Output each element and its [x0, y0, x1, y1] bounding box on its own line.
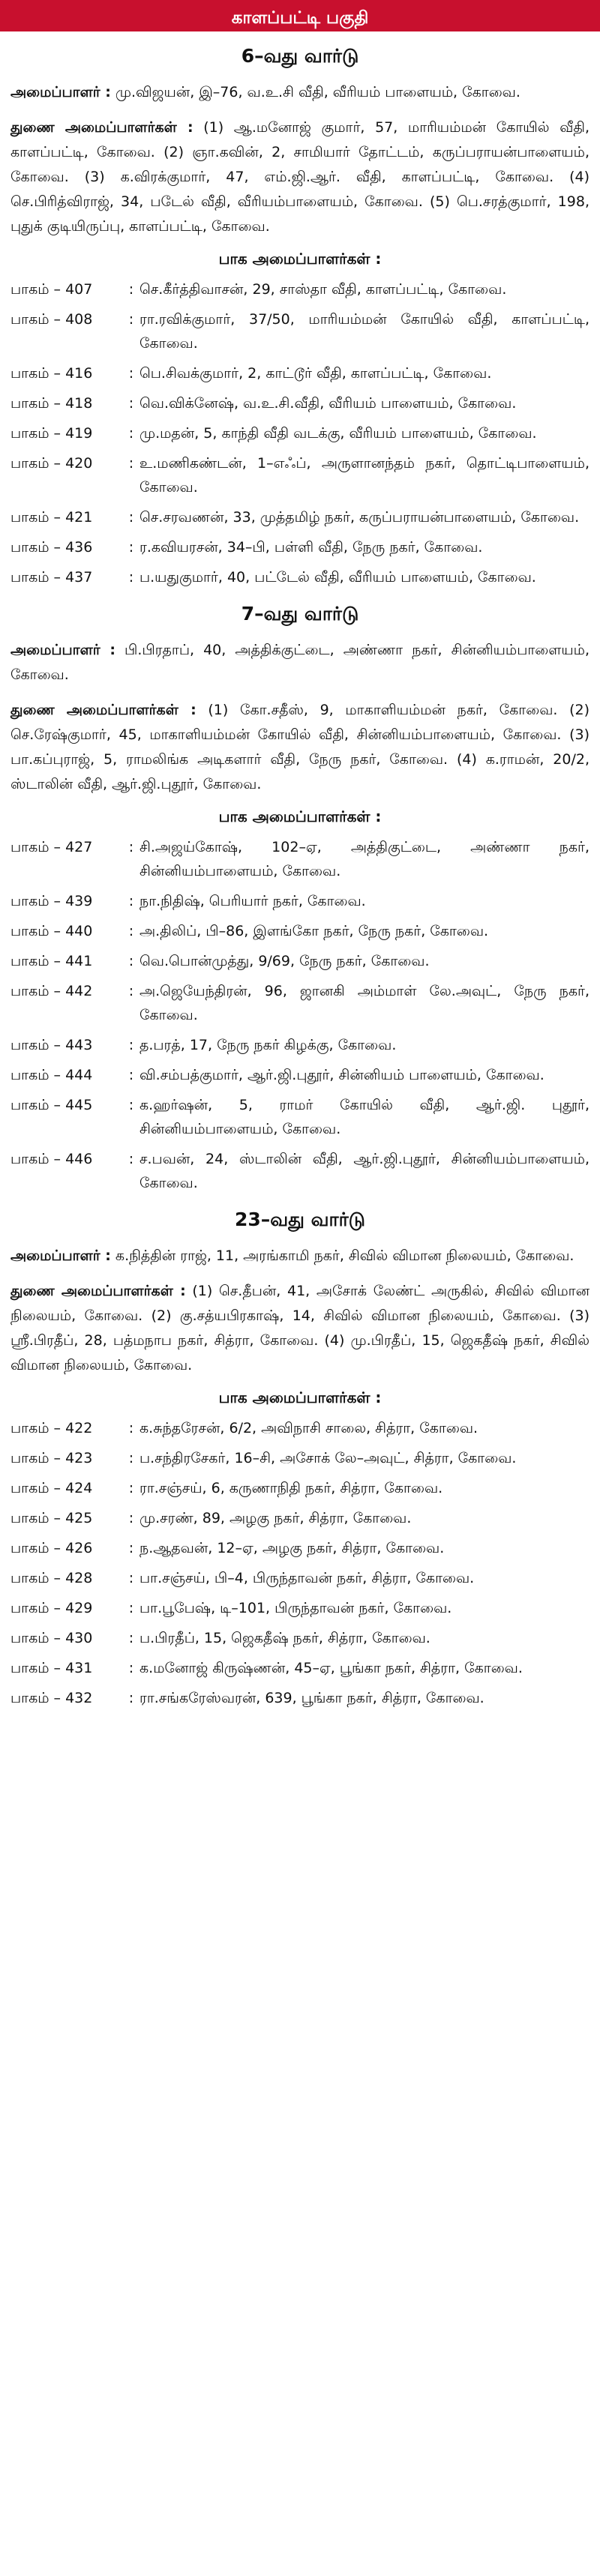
ward-heading: 7–வது வார்டு: [241, 603, 359, 625]
booth-number: பாகம் – 426: [10, 1540, 93, 1556]
booth-number: பாகம் – 420: [10, 455, 93, 472]
booth-number: பாகம் – 407: [10, 281, 93, 298]
organizer-paragraph: [10, 80, 590, 105]
booth-number: பாகம் – 446: [10, 1151, 93, 1167]
booth-number: பாகம் – 437: [10, 569, 93, 586]
booth-colon: :: [128, 1450, 134, 1466]
booth-row: [10, 505, 590, 529]
booth-entry: ப.சந்திரசேகர், 16–சி, அசோக் லே–அவுட், சித்ரா, கோவை.: [140, 1450, 517, 1466]
booth-colon: :: [128, 983, 134, 999]
deputy-label: துணை அமைப்பாளர்கள் :: [10, 702, 196, 718]
booth-number: பாகம் – 441: [10, 953, 93, 969]
ward-heading: 6–வது வார்டு: [241, 45, 359, 67]
booth-row: [10, 277, 590, 301]
booth-colon: :: [128, 1480, 134, 1496]
booth-entry: அ.திலிப், பி–86, இளங்கோ நகர், நேரு நகர், கோவை.: [140, 923, 489, 939]
booth-row: [10, 1566, 590, 1590]
deputy-text: (1) செ.தீபன், 41, அசோக் லேண்ட் அருகில், சிவில் விமான நிலையம், கோவை. (2) கு.சத்யபிரகாஷ், 14, சிவில் விமான நிலையம், கோவை. (3) ஸ்ரீ.பிரதீப், 28, பத்மநாப நகர், சித்ரா, கோவை. (4) மு.பிரதீப், 15, ஜெகதீஷ் நகர், சிவில் விமான நிலையம், கோவை.: [10, 1283, 590, 1373]
organizer-label: அமைப்பாளர் :: [10, 84, 111, 100]
booth-row: [10, 565, 590, 589]
booth-entry: நா.நிதிஷ், பெரியார் நகர், கோவை.: [140, 893, 366, 909]
booth-entry: ரா.ரவிக்குமார், 37/50, மாரியம்மன் கோயில் வீதி, காளப்பட்டி, கோவை.: [140, 311, 590, 352]
booth-entry: சி.அஜய்கோஷ், 102–ஏ, அத்திகுட்டை, அண்ணா நகர், சின்னியம்பாளையம், கோவை.: [140, 839, 590, 879]
booth-number: பாகம் – 418: [10, 395, 93, 412]
deputy-paragraph: [10, 698, 590, 797]
booth-row: [10, 1626, 590, 1650]
organizer-label: அமைப்பாளர் :: [10, 1248, 111, 1264]
organizer-text: க.நித்தின் ராஜ், 11, அரங்காமி நகர், சிவில் விமான நிலையம், கோவை.: [115, 1248, 574, 1264]
booth-row: [10, 1656, 590, 1680]
booth-row: [10, 889, 590, 913]
booth-colon: :: [128, 1151, 134, 1167]
booth-row: [10, 307, 590, 355]
booth-number: பாகம் – 445: [10, 1097, 93, 1113]
booth-entry: ப.யதுகுமார், 40, பட்டேல் வீதி, வீரியம் பாளையம், கோவை.: [140, 569, 536, 586]
booth-organizers-heading: பாக அமைப்பாளர்கள் :: [218, 1388, 382, 1406]
booth-organizers-heading: பாக அமைப்பாளர்கள் :: [218, 807, 382, 825]
booth-number: பாகம் – 408: [10, 311, 93, 328]
booth-row: [10, 421, 590, 445]
booth-row: [10, 361, 590, 385]
booth-entry: க.ஹர்ஷன், 5, ராமர் கோயில் வீதி, ஆர்.ஜி. புதூர், சின்னியம்பாளையம், கோவை.: [140, 1097, 590, 1137]
ward-section: [10, 1209, 590, 1710]
booth-colon: :: [128, 1510, 134, 1526]
section-header: [0, 4, 600, 31]
booth-row: [10, 1506, 590, 1530]
booth-colon: :: [128, 1037, 134, 1053]
booth-number: பாகம் – 427: [10, 839, 93, 855]
booth-entry: ர.கவியரசன், 34–பி, பள்ளி வீதி, நேரு நகர், கோவை.: [140, 539, 483, 556]
booth-row: [10, 1093, 590, 1141]
booth-colon: :: [128, 1570, 134, 1586]
booth-row: [10, 1596, 590, 1620]
booth-colon: :: [128, 1067, 134, 1083]
booth-row: [10, 535, 590, 559]
booth-number: பாகம் – 440: [10, 923, 93, 939]
booth-colon: :: [128, 1690, 134, 1706]
booth-row: [10, 919, 590, 943]
booth-row: [10, 949, 590, 973]
deputy-paragraph: [10, 1279, 590, 1378]
booth-entry: ரா.சஞ்சய், 6, கருணாநிதி நகர், சித்ரா, கோவை.: [140, 1480, 443, 1496]
booth-entry: ந.ஆதவன், 12–ஏ, அழகு நகர், சித்ரா, கோவை.: [140, 1540, 445, 1556]
booth-entry: மு.மதன், 5, காந்தி வீதி வடக்கு, வீரியம் பாளையம், கோவை.: [140, 425, 537, 442]
booth-colon: :: [128, 311, 134, 328]
booth-row: [10, 835, 590, 883]
booth-row: [10, 1063, 590, 1087]
booth-entry: செ.சரவணன், 33, முத்தமிழ் நகர், கருப்பராயன்பாளையம், கோவை.: [140, 509, 580, 526]
booth-entry: ரா.சங்கரேஸ்வரன், 639, பூங்கா நகர், சித்ரா, கோவை.: [140, 1690, 484, 1706]
organizer-paragraph: [10, 638, 590, 687]
ward-heading: 23–வது வார்டு: [235, 1209, 365, 1230]
booth-colon: :: [128, 281, 134, 298]
wards-container: [10, 45, 590, 1710]
booth-colon: :: [128, 1097, 134, 1113]
booth-number: பாகம் – 428: [10, 1570, 93, 1586]
booth-row: [10, 451, 590, 499]
deputy-text: (1) ஆ.மனோஜ் குமார், 57, மாரியம்மன் கோயில் வீதி, காளப்பட்டி, கோவை. (2) ஞா.கவின், 2, சாமியார் தோட்டம், கருப்பராயன்பாளையம், கோவை. (3) க.விரக்குமார், 47, எம்.ஜி.ஆர். வீதி, காளப்பட்டி, கோவை. (4) செ.பிரித்விராஜ், 34, படேல் வீதி, வீரியம்பாளையம், கோவை. (5) பெ.சரத்குமார், 198, புதுக் குடியிருப்பு, காளப்பட்டி, கோவை.: [10, 119, 590, 235]
booth-colon: :: [128, 953, 134, 969]
booth-entry: வெ.பொன்முத்து, 9/69, நேரு நகர், கோவை.: [140, 953, 430, 969]
booth-organizers-heading: பாக அமைப்பாளர்கள் :: [218, 250, 382, 268]
booth-entry: ப.பிரதீப், 15, ஜெகதீஷ் நகர், சித்ரா, கோவை.: [140, 1630, 430, 1646]
booth-number: பாகம் – 436: [10, 539, 93, 556]
booth-row: [10, 1416, 590, 1440]
booth-row: [10, 1033, 590, 1057]
booth-colon: :: [128, 1600, 134, 1616]
booth-entry: வெ.விக்னேஷ், வ.உ.சி.வீதி, வீரியம் பாளையம், கோவை.: [140, 395, 517, 412]
booth-colon: :: [128, 539, 134, 556]
booth-number: பாகம் – 419: [10, 425, 93, 442]
booth-colon: :: [128, 455, 134, 472]
booth-number: பாகம் – 424: [10, 1480, 93, 1496]
booth-colon: :: [128, 425, 134, 442]
deputy-label: துணை அமைப்பாளர்கள் :: [10, 1283, 186, 1299]
booth-row: [10, 1686, 590, 1710]
booth-entry: பா.பூபேஷ், டி–101, பிருந்தாவன் நகர், கோவை.: [140, 1600, 452, 1616]
booth-colon: :: [128, 1540, 134, 1556]
booth-colon: :: [128, 509, 134, 526]
booth-colon: :: [128, 893, 134, 909]
organizer-paragraph: [10, 1244, 590, 1269]
ward-section: [10, 45, 590, 589]
booth-colon: :: [128, 569, 134, 586]
booth-entry: க.சுந்தரேசன், 6/2, அவிநாசி சாலை, சித்ரா, கோவை.: [140, 1420, 478, 1436]
booth-entry: ச.பவன், 24, ஸ்டாலின் வீதி, ஆர்.ஜி.புதூர், சின்னியம்பாளையம், கோவை.: [140, 1151, 590, 1191]
booth-colon: :: [128, 365, 134, 382]
booth-row: [10, 1476, 590, 1500]
booth-entry: மு.சரண், 89, அழகு நகர், சித்ரா, கோவை.: [140, 1510, 412, 1526]
deputy-paragraph: [10, 115, 590, 239]
booth-number: பாகம் – 429: [10, 1600, 93, 1616]
booth-row: [10, 391, 590, 415]
booth-number: பாகம் – 421: [10, 509, 93, 526]
booth-number: பாகம் – 444: [10, 1067, 93, 1083]
deputy-label: துணை அமைப்பாளர்கள் :: [10, 119, 194, 136]
booth-row: [10, 1536, 590, 1560]
booth-entry: அ.ஜெயேந்திரன், 96, ஜானகி அம்மாள் லே.அவுட், நேரு நகர், கோவை.: [140, 983, 590, 1023]
booth-number: பாகம் – 439: [10, 893, 93, 909]
booth-number: பாகம் – 442: [10, 983, 93, 999]
booth-entry: பெ.சிவக்குமார், 2, காட்டூர் வீதி, காளப்பட்டி, கோவை.: [140, 365, 492, 382]
booth-row: [10, 1446, 590, 1470]
organizer-text: மு.விஜயன், இ–76, வ.உ.சி வீதி, வீரியம் பாளையம், கோவை.: [115, 84, 520, 100]
organizer-text: பி.பிரதாப், 40, அத்திக்குட்டை, அண்ணா நகர், சின்னியம்பாளையம், கோவை.: [10, 642, 590, 683]
booth-number: பாகம் – 422: [10, 1420, 93, 1436]
booth-colon: :: [128, 1630, 134, 1646]
booth-number: பாகம் – 416: [10, 365, 93, 382]
booth-colon: :: [128, 923, 134, 939]
booth-colon: :: [128, 1420, 134, 1436]
booth-entry: பா.சஞ்சய், பி–4, பிருந்தாவன் நகர், சித்ரா, கோவை.: [140, 1570, 475, 1586]
booth-number: பாகம் – 425: [10, 1510, 93, 1526]
booth-entry: த.பரத், 17, நேரு நகர் கிழக்கு, கோவை.: [140, 1037, 397, 1053]
booth-colon: :: [128, 839, 134, 855]
booth-entry: உ.மணிகண்டன், 1–எஃப், அருளானந்தம் நகர், தொட்டிபாளையம், கோவை.: [140, 455, 590, 496]
booth-colon: :: [128, 395, 134, 412]
booth-number: பாகம் – 443: [10, 1037, 93, 1053]
booth-number: பாகம் – 430: [10, 1630, 93, 1646]
booth-entry: க.மனோஜ் கிருஷ்ணன், 45–ஏ, பூங்கா நகர், சித்ரா, கோவை.: [140, 1660, 523, 1676]
booth-row: [10, 1147, 590, 1195]
booth-number: பாகம் – 432: [10, 1690, 93, 1706]
organizer-label: அமைப்பாளர் :: [10, 642, 116, 658]
booth-entry: வி.சம்பத்குமார், ஆர்.ஜி.புதூர், சின்னியம் பாளையம், கோவை.: [140, 1067, 544, 1083]
booth-number: பாகம் – 423: [10, 1450, 93, 1466]
booth-colon: :: [128, 1660, 134, 1676]
booth-number: பாகம் – 431: [10, 1660, 93, 1676]
section-title: காளப்பட்டி பகுதி: [231, 8, 369, 28]
booth-row: [10, 979, 590, 1027]
ward-section: [10, 603, 590, 1195]
deputy-text: (1) கோ.சதீஸ், 9, மாகாளியம்மன் நகர், கோவை. (2) செ.ரேஷ்குமார், 45, மாகாளியம்மன் கோயில் வீதி, சின்னியம்பாளையம், கோவை. (3) பா.கப்புராஜ், 5, ராமலிங்க அடிகளார் வீதி, நேரு நகர், கோவை. (4) க.ராமன், 20/2, ஸ்டாலின் வீதி, ஆர்.ஜி.புதூர், கோவை.: [10, 702, 590, 792]
booth-entry: செ.கீர்த்திவாசன், 29, சாஸ்தா வீதி, காளப்பட்டி, கோவை.: [140, 281, 507, 298]
